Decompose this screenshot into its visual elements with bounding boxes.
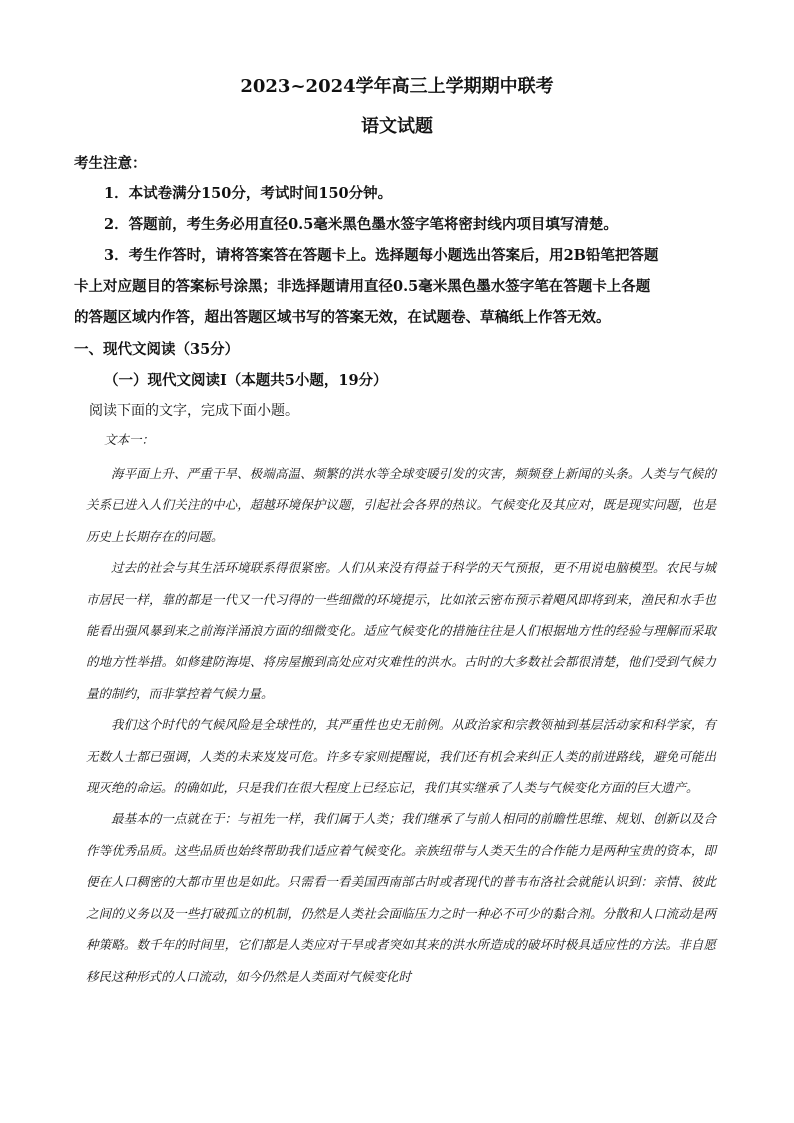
notice-heading: 考生注意： — [74, 155, 147, 172]
notice-item-1: 1．本试卷满分150分，考试时间150分钟。 — [104, 185, 393, 202]
passage-paragraph-2: 过去的社会与其生活环境联系得很紧密。人们从来没有得益于科学的天气预报，更不用说电脑模型。农民与城市居民一样，靠的都是一代又一代习得的一些细微的环境提示，比如浓云密布预示着飓风即将到来，渔民和水手也能看出强风暴到来之前海洋涌浪方面的细微变化。适应气候变化的措施往往是人们根据地方性的经验与理解而采取的地方性举措。如修建防海堤、将房屋搬到高处应对灾难性的洪水。古时的大多数社会都很清楚，他们受到气候力量的制约，而非掌控着气候力量。 — [86, 560, 716, 701]
passage-paragraph-4: 最基本的一点就在于：与祖先一样，我们属于人类；我们继承了与前人相同的前瞻性思维、规划、创新以及合作等优秀品质。这些品质也始终帮助我们适应着气候变化。亲族纽带与人类天生的合作能力是两种宝贵的资本，即便在人口稠密的大都市里也是如此。只需看一看美国西南部古时或者现代的普韦布洛社会就能认识到：亲情、彼此之间的义务以及一些打破孤立的机制，仍然是人类社会面临压力之时一种必不可少的黏合剂。分散和人口流动是两种策略。数千年的时间里，它们都是人类应对干旱或者突如其来的洪水所造成的破坏时极具适应性的方法。非自愿移民这种形式的人口流动，如今仍然是人类面对气候变化时 — [86, 811, 716, 984]
text-label: 文本一： — [104, 432, 155, 447]
notice-item-3-line-2: 卡上对应题目的答案标号涂黑；非选择题请用直径0.5毫米黑色墨水签字笔在答题卡上各题 — [74, 278, 651, 295]
subject-title: 语文试题 — [361, 116, 433, 137]
sub-section-heading: （一）现代文阅读Ⅰ（本题共5小题，19分） — [104, 372, 388, 389]
passage-paragraph-3: 我们这个时代的气候风险是全球性的，其严重性也史无前例。从政治家和宗教领袖到基层活动家和科学家，有无数人士都已强调，人类的未来岌岌可危。许多专家则提醒说，我们还有机会来纠正人类的前进路线，避免可能出现灭绝的命运。的确如此，只是我们在很大程度上已经忘记，我们其实继承了人类与气候变化方面的巨大遗产。 — [86, 717, 716, 796]
notice-item-3-line-1: 3．考生作答时，请将答案答在答题卡上。选择题每小题选出答案后，用2B铅笔把答题 — [104, 247, 659, 264]
notice-item-3-line-3: 的答题区域内作答，超出答题区域书写的答案无效，在试题卷、草稿纸上作答无效。 — [74, 309, 611, 326]
reading-instruction: 阅读下面的文字，完成下面小题。 — [89, 403, 299, 419]
notice-item-2: 2．答题前，考生务必用直径0.5毫米黑色墨水签字笔将密封线内项目填写清楚。 — [104, 216, 618, 233]
section-heading: 一、现代文阅读（35分） — [74, 341, 240, 358]
passage-paragraph-1: 海平面上升、严重干旱、极端高温、频繁的洪水等全球变暖引发的灾害，频频登上新闻的头条。人类与气候的关系已进入人们关注的中心，超越环境保护议题，引起社会各界的热议。气候变化及其应对，既是现实问题，也是历史上长期存在的问题。 — [86, 466, 716, 544]
passage — [86, 458, 716, 992]
exam-title: 2023~2024学年高三上学期期中联考 — [240, 76, 554, 97]
